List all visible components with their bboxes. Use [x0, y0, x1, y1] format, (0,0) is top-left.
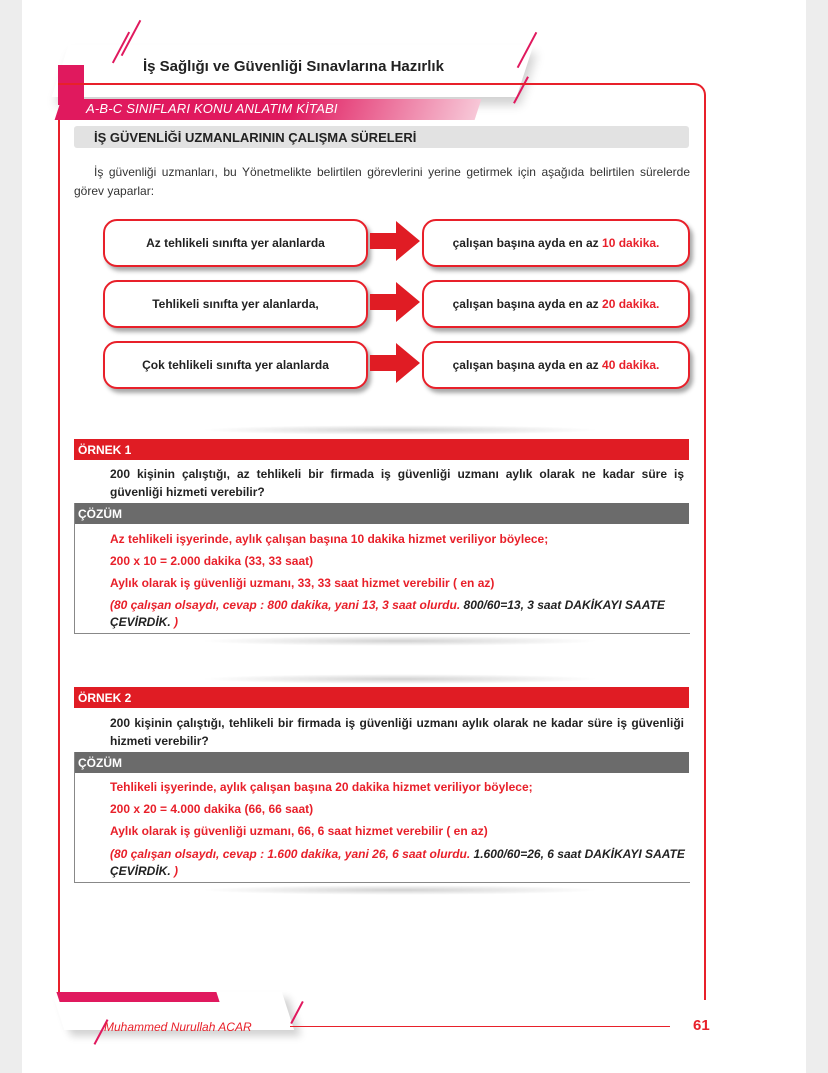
solution-line: Tehlikeli işyerinde, aylık çalışan başına 20 dakika hizmet veriliyor böylece; [110, 780, 533, 794]
example-2-frame [74, 752, 690, 883]
section-heading [74, 126, 689, 148]
note-black-text: 1.600/60=26, 6 saat DAKİKAYI SAATE ÇEVİRDİK. [110, 847, 685, 878]
hazard-class-box: Az tehlikeli sınıfta yer alanlarda [103, 219, 368, 267]
arrow-right-icon [370, 219, 420, 263]
solution-line: 200 x 20 = 4.000 dakika (66, 66 saat) [110, 802, 314, 816]
note-end: ) [170, 615, 179, 629]
solution-line: Aylık olarak iş güvenliği uzmanı, 33, 33 saat hizmet verebilir ( en az) [110, 576, 495, 590]
author-name: Muhammed Nurullah ACAR [104, 1020, 252, 1034]
example-shadow [200, 425, 600, 435]
duration-box [422, 341, 690, 389]
book-title: İş Sağlığı ve Güvenliği Sınavlarına Hazırlık [143, 58, 444, 75]
solution-line: 200 x 10 = 2.000 dakika (33, 33 saat) [110, 554, 314, 568]
example-1-label: ÖRNEK 1 [78, 443, 132, 457]
duration-prefix: çalışan başına ayda en az [452, 358, 599, 372]
example-shadow [200, 636, 600, 646]
solution-line: Az tehlikeli işyerinde, aylık çalışan başına 10 dakika hizmet veriliyor böylece; [110, 532, 549, 546]
note-red-text: (80 çalışan olsaydı, cevap : 800 dakika, yani 13, 3 saat olurdu. [110, 598, 461, 612]
arrow-right-icon [370, 280, 420, 324]
footer-accent [56, 992, 219, 1002]
footer-rule [290, 1026, 670, 1027]
duration-box [422, 219, 690, 267]
note-red-text: (80 çalışan olsaydı, cevap : 1.600 dakika, yani 26, 6 saat olurdu. [110, 847, 471, 861]
intro-paragraph: İş güvenliği uzmanları, bu Yönetmelikte belirtilen görevlerini yerine getirmek için aşağıda belirtilen sürelerde görev yaparlar: [74, 165, 690, 198]
example-2-header [74, 687, 689, 708]
example-shadow [200, 885, 600, 895]
page-number: 61 [693, 1017, 710, 1034]
example-shadow [200, 674, 600, 684]
example-1-question: 200 kişinin çalıştığı, az tehlikeli bir firmada iş güvenliği uzmanı aylık olarak ne kadar süre iş güvenliği hizmeti verebilir? [110, 467, 684, 499]
note-black-text: 800/60=13, 3 saat DAKİKAYI SAATE ÇEVİRDİK. [110, 598, 665, 629]
duration-box [422, 280, 690, 328]
section-heading-text: İŞ GÜVENLİĞİ UZMANLARININ ÇALIŞMA SÜRELERİ [94, 130, 417, 145]
book-subtitle: A-B-C SINIFLARI KONU ANLATIM KİTABI [86, 101, 338, 116]
example-2-question: 200 kişinin çalıştığı, tehlikeli bir firmada iş güvenliği uzmanı aylık olarak ne kadar süre iş güvenliği hizmeti verebilir? [110, 716, 684, 748]
duration-prefix: çalışan başına ayda en az [452, 297, 599, 311]
solution-label: ÇÖZÜM [78, 507, 122, 521]
arrow-right-icon [370, 341, 420, 385]
duration-value: 20 dakika. [602, 297, 660, 311]
solution-label: ÇÖZÜM [78, 756, 122, 770]
hazard-class-box: Tehlikeli sınıfta yer alanlarda, [103, 280, 368, 328]
note-end: ) [170, 864, 179, 878]
hazard-class-box: Çok tehlikeli sınıfta yer alanlarda [103, 341, 368, 389]
example-1-frame [74, 503, 690, 634]
duration-prefix: çalışan başına ayda en az [452, 236, 599, 250]
solution-line: Aylık olarak iş güvenliği uzmanı, 66, 6 saat hizmet verebilir ( en az) [110, 824, 488, 838]
duration-value: 40 dakika. [602, 358, 660, 372]
example-1-header [74, 439, 689, 460]
example-2-label: ÖRNEK 2 [78, 691, 132, 705]
page-frame-left [58, 120, 60, 1000]
duration-value: 10 dakika. [602, 236, 660, 250]
